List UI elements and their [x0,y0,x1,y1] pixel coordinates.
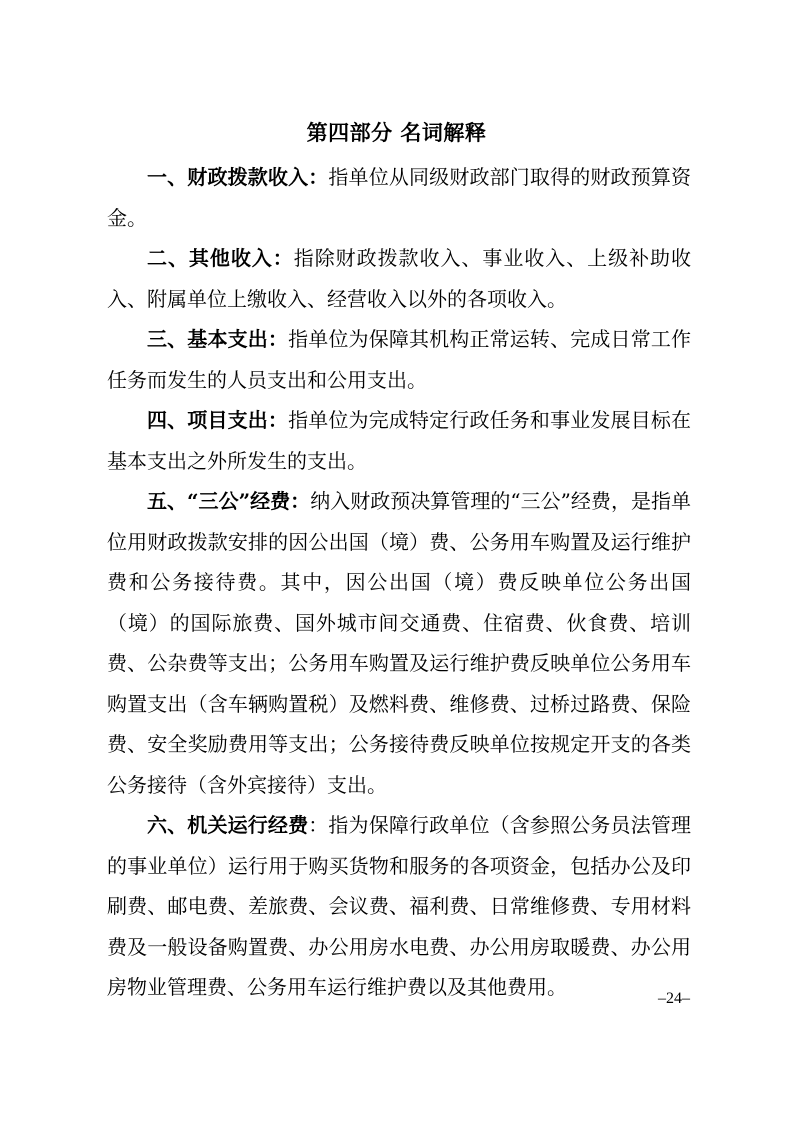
definition-text: 指单位从同级财政部门取得的财政预算资金。 [107,165,692,230]
definition-term: 三、基本支出： [147,327,289,351]
definition-text: 纳入财政预决算管理的“三公”经费，是指单位用财政拨款安排的因公出国（境）费、公务用车购置及运行维护费和公务接待费。其中，因公出国（境）费反映单位公务出国（境）的国际旅费、国外城市间交通费、住宿费、伙食费、培训费、公杂费等支出；公务用车购置及运行维护费反映单位公务用车购置支出（含车辆购置税）及燃料费、维修费、过桥过路费、保险费、安全奖励费用等支出；公务接待费反映单位按规定开支的各类公务接待（含外宾接待）支出。 [107,489,691,797]
definition-paragraph-agency-operating-expenses [107,805,691,1008]
definition-term: 六、机关运行经费 [147,813,309,837]
definitions-body [107,157,691,1008]
definition-paragraph-basic-expenditure [107,319,691,400]
definition-paragraph-fiscal-appropriation-income [107,157,691,238]
definition-paragraph-project-expenditure [107,400,691,481]
page-number: –24– [658,990,690,1007]
definition-paragraph-three-public-expenses [107,481,691,805]
definition-term: 五、“三公”经费： [147,489,311,513]
page-title: 第四部分 名词解释 [306,120,487,145]
definition-paragraph-other-income [107,238,691,319]
definition-text: ：指为保障行政单位（含参照公务员法管理的事业单位）运行用于购买货物和服务的各项资金，包括办公及印刷费、邮电费、差旅费、会议费、福利费、日常维修费、专用材料费及一般设备购置费、办公用房水电费、办公用房取暖费、办公用房物业管理费、公务用车运行维护费以及其他费用。 [107,813,692,999]
definition-term: 二、其他收入： [147,246,294,270]
definition-text: 指除财政拨款收入、事业收入、上级补助收入、附属单位上缴收入、经营收入以外的各项收入。 [107,246,692,311]
definition-term: 四、项目支出： [147,408,289,432]
definition-text: 指单位为保障其机构正常运转、完成日常工作任务而发生的人员支出和公用支出。 [107,327,692,392]
definition-text: 指单位为完成特定行政任务和事业发展目标在基本支出之外所发生的支出。 [107,408,692,473]
definition-term: 一、财政拨款收入： [147,165,329,189]
